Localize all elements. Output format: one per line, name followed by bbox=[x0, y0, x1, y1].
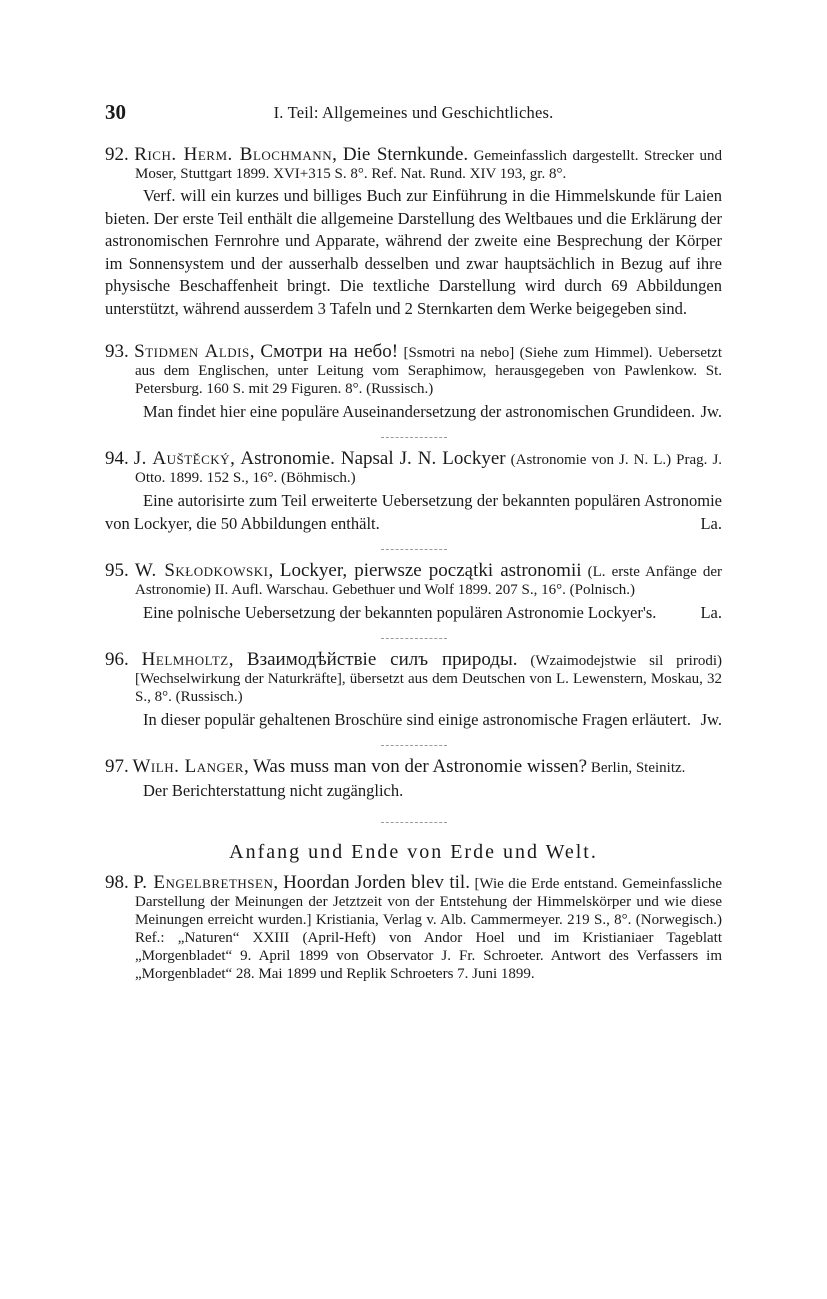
bibliography-entry-94 bbox=[105, 450, 722, 535]
entry-author: Rich. Herm. Blochmann, bbox=[134, 144, 338, 165]
reviewer-initials: Jw. bbox=[700, 402, 722, 421]
entry-number: 97. bbox=[105, 756, 129, 777]
separator bbox=[381, 822, 447, 823]
separator bbox=[381, 332, 447, 333]
entry-title: Was muss man von der Astronomie wissen? bbox=[252, 756, 588, 777]
separator bbox=[381, 745, 447, 746]
entry-body bbox=[105, 400, 722, 423]
entry-meta: Gemeinfasslich dargestellt. Strecker und Moser, Stuttgart 1899. XVI+315 S. 8°. Ref. Nat. Rund. XIV 193, gr. 8°. bbox=[135, 148, 722, 182]
entry-number: 98. bbox=[105, 872, 129, 893]
reviewer-initials: La. bbox=[700, 514, 722, 533]
entry-meta: (Wzaimodejstwie sil prirodi) [Wechselwirkung der Naturkräfte], übersetzt aus dem Deutschen von L. Lewenstern, Moskau, 32 S., 8°. (Russisch.) bbox=[135, 653, 723, 705]
bibliography-entry-95 bbox=[105, 562, 722, 624]
entry-body bbox=[105, 779, 722, 802]
entry-heading bbox=[105, 562, 722, 599]
bibliography-entry-97 bbox=[105, 758, 722, 802]
reviewer-initials: Jw. bbox=[700, 710, 722, 729]
page-header bbox=[105, 100, 722, 130]
page-number: 30 bbox=[105, 100, 126, 124]
entry-title: Astronomie. Napsal J. N. Lockyer bbox=[240, 448, 506, 469]
entry-number: 95. bbox=[105, 560, 129, 581]
entry-author: Stidmen Aldis, bbox=[134, 341, 255, 362]
reviewer-initials: La. bbox=[700, 603, 722, 622]
page-content bbox=[105, 146, 722, 983]
bibliography-entry-96 bbox=[105, 651, 722, 731]
entry-heading bbox=[105, 758, 722, 777]
entry-number: 94. bbox=[105, 448, 129, 469]
running-title: I. Teil: Allgemeines und Geschichtliches. bbox=[273, 103, 554, 122]
entry-title: Die Sternkunde. bbox=[342, 144, 469, 165]
entry-body bbox=[105, 601, 722, 624]
entry-body-text: In dieser populär gehaltenen Broschüre sind einige astronomische Fragen erläutert. bbox=[143, 710, 691, 729]
separator bbox=[381, 437, 447, 438]
bibliography-entry-93 bbox=[105, 343, 722, 423]
bibliography-entry-98 bbox=[105, 874, 722, 983]
entry-heading bbox=[105, 343, 722, 398]
bibliography-entry-92 bbox=[105, 146, 722, 320]
separator bbox=[381, 549, 447, 550]
entry-meta: (L. erste Anfänge der Astronomie) II. Aufl. Warschau. Gebethuer und Wolf 1899. 207 S., 16°. (Polnisch.) bbox=[135, 564, 723, 598]
entry-meta: [Wie die Erde entstand. Gemeinfassliche Darstellung der Meinungen der Jetztzeit von der Entstehung der Himmelskörper und wie diese Meinungen erreicht wurden.] Kristiania, Verlag v. Alb. Cammermeyer. 219 S., 8°. (Norwegisch.) Ref.: „Naturen“ XXIII (April-Heft) von Andor Hoel und im Kristianiaer Tageblatt „Morgenbladet“ 9. April 1899 von Observator J. Fr. Schroeter. Antwort des Verfassers im „Morgenbladet“ 28. Mai 1899 und Replik Schroeters 7. Juni 1899. bbox=[135, 876, 723, 982]
entry-number: 96. bbox=[105, 649, 129, 670]
entry-heading bbox=[105, 146, 722, 183]
entry-author: W. Skłodkowski, bbox=[134, 560, 274, 581]
separator bbox=[381, 638, 447, 639]
entry-body-text: Verf. will ein kurzes und billiges Buch zur Einführung in die Himmelskunde für Laien bieten. Der erste Teil enthält die allgemeine Darstellung des Weltbaues und die Erklärung der astronomischen Fernrohre und Apparate, während der zweite eine Besprechung der Körper im Sonnensystem und der ausserhalb desselben und zwar hauptsächlich in Bezug auf ihre physische Beschaffenheit bringt. Die textliche Darstellung wird durch 69 Abbildungen unterstützt, während ausserdem 3 Tafeln und 2 Sternkarten dem Werke beigegeben sind. bbox=[105, 186, 722, 318]
entry-heading bbox=[105, 450, 722, 487]
entry-author: J. Auštěcký, bbox=[133, 448, 236, 469]
entry-body-text: Der Berichterstattung nicht zugänglich. bbox=[143, 781, 404, 800]
section-heading: Anfang und Ende von Erde und Welt. bbox=[229, 841, 598, 863]
entry-heading bbox=[105, 874, 722, 983]
entry-title: Смотри на небо! bbox=[260, 341, 399, 362]
entry-body bbox=[105, 489, 722, 535]
entry-body-text: Man findet hier eine populäre Auseinandersetzung der astronomischen Grundideen. bbox=[143, 402, 696, 421]
entry-body bbox=[105, 185, 722, 320]
entry-body-text: Eine autorisirte zum Teil erweiterte Uebersetzung der bekannten populären Astronomie von Lockyer, die 50 Abbildungen enthält. bbox=[105, 491, 722, 533]
entry-title: Lockyer, pierwsze początki astronomii bbox=[279, 560, 582, 581]
entry-body-text: Eine polnische Uebersetzung der bekannten populären Astronomie Lockyer's. bbox=[143, 603, 657, 622]
entry-meta: (Astronomie von J. N. L.) Prag. J. Otto. 1899. 152 S., 16°. (Böhmisch.) bbox=[135, 452, 723, 486]
entry-author: P. Engelbrethsen, bbox=[133, 872, 279, 893]
entry-number: 93. bbox=[105, 341, 129, 362]
entry-author: Helmholtz, bbox=[141, 649, 234, 670]
entry-body bbox=[105, 708, 722, 731]
entry-author: Wilh. Langer, bbox=[132, 756, 250, 777]
entry-meta: Berlin, Steinitz. bbox=[590, 760, 686, 776]
entry-title: Hoordan Jorden blev til. bbox=[283, 872, 470, 893]
entry-heading bbox=[105, 651, 722, 706]
entry-number: 92. bbox=[105, 144, 129, 165]
entry-meta: [Ssmotri na nebo] (Siehe zum Himmel). Uebersetzt aus dem Englischen, unter Leitung vom Seraphimow, herausgegeben von Pawlenkow. St. Petersburg. 160 S. mit 29 Figuren. 8°. (Russisch.) bbox=[135, 345, 723, 397]
entry-title: Взаимодѣйствіе силъ природы. bbox=[246, 649, 518, 670]
